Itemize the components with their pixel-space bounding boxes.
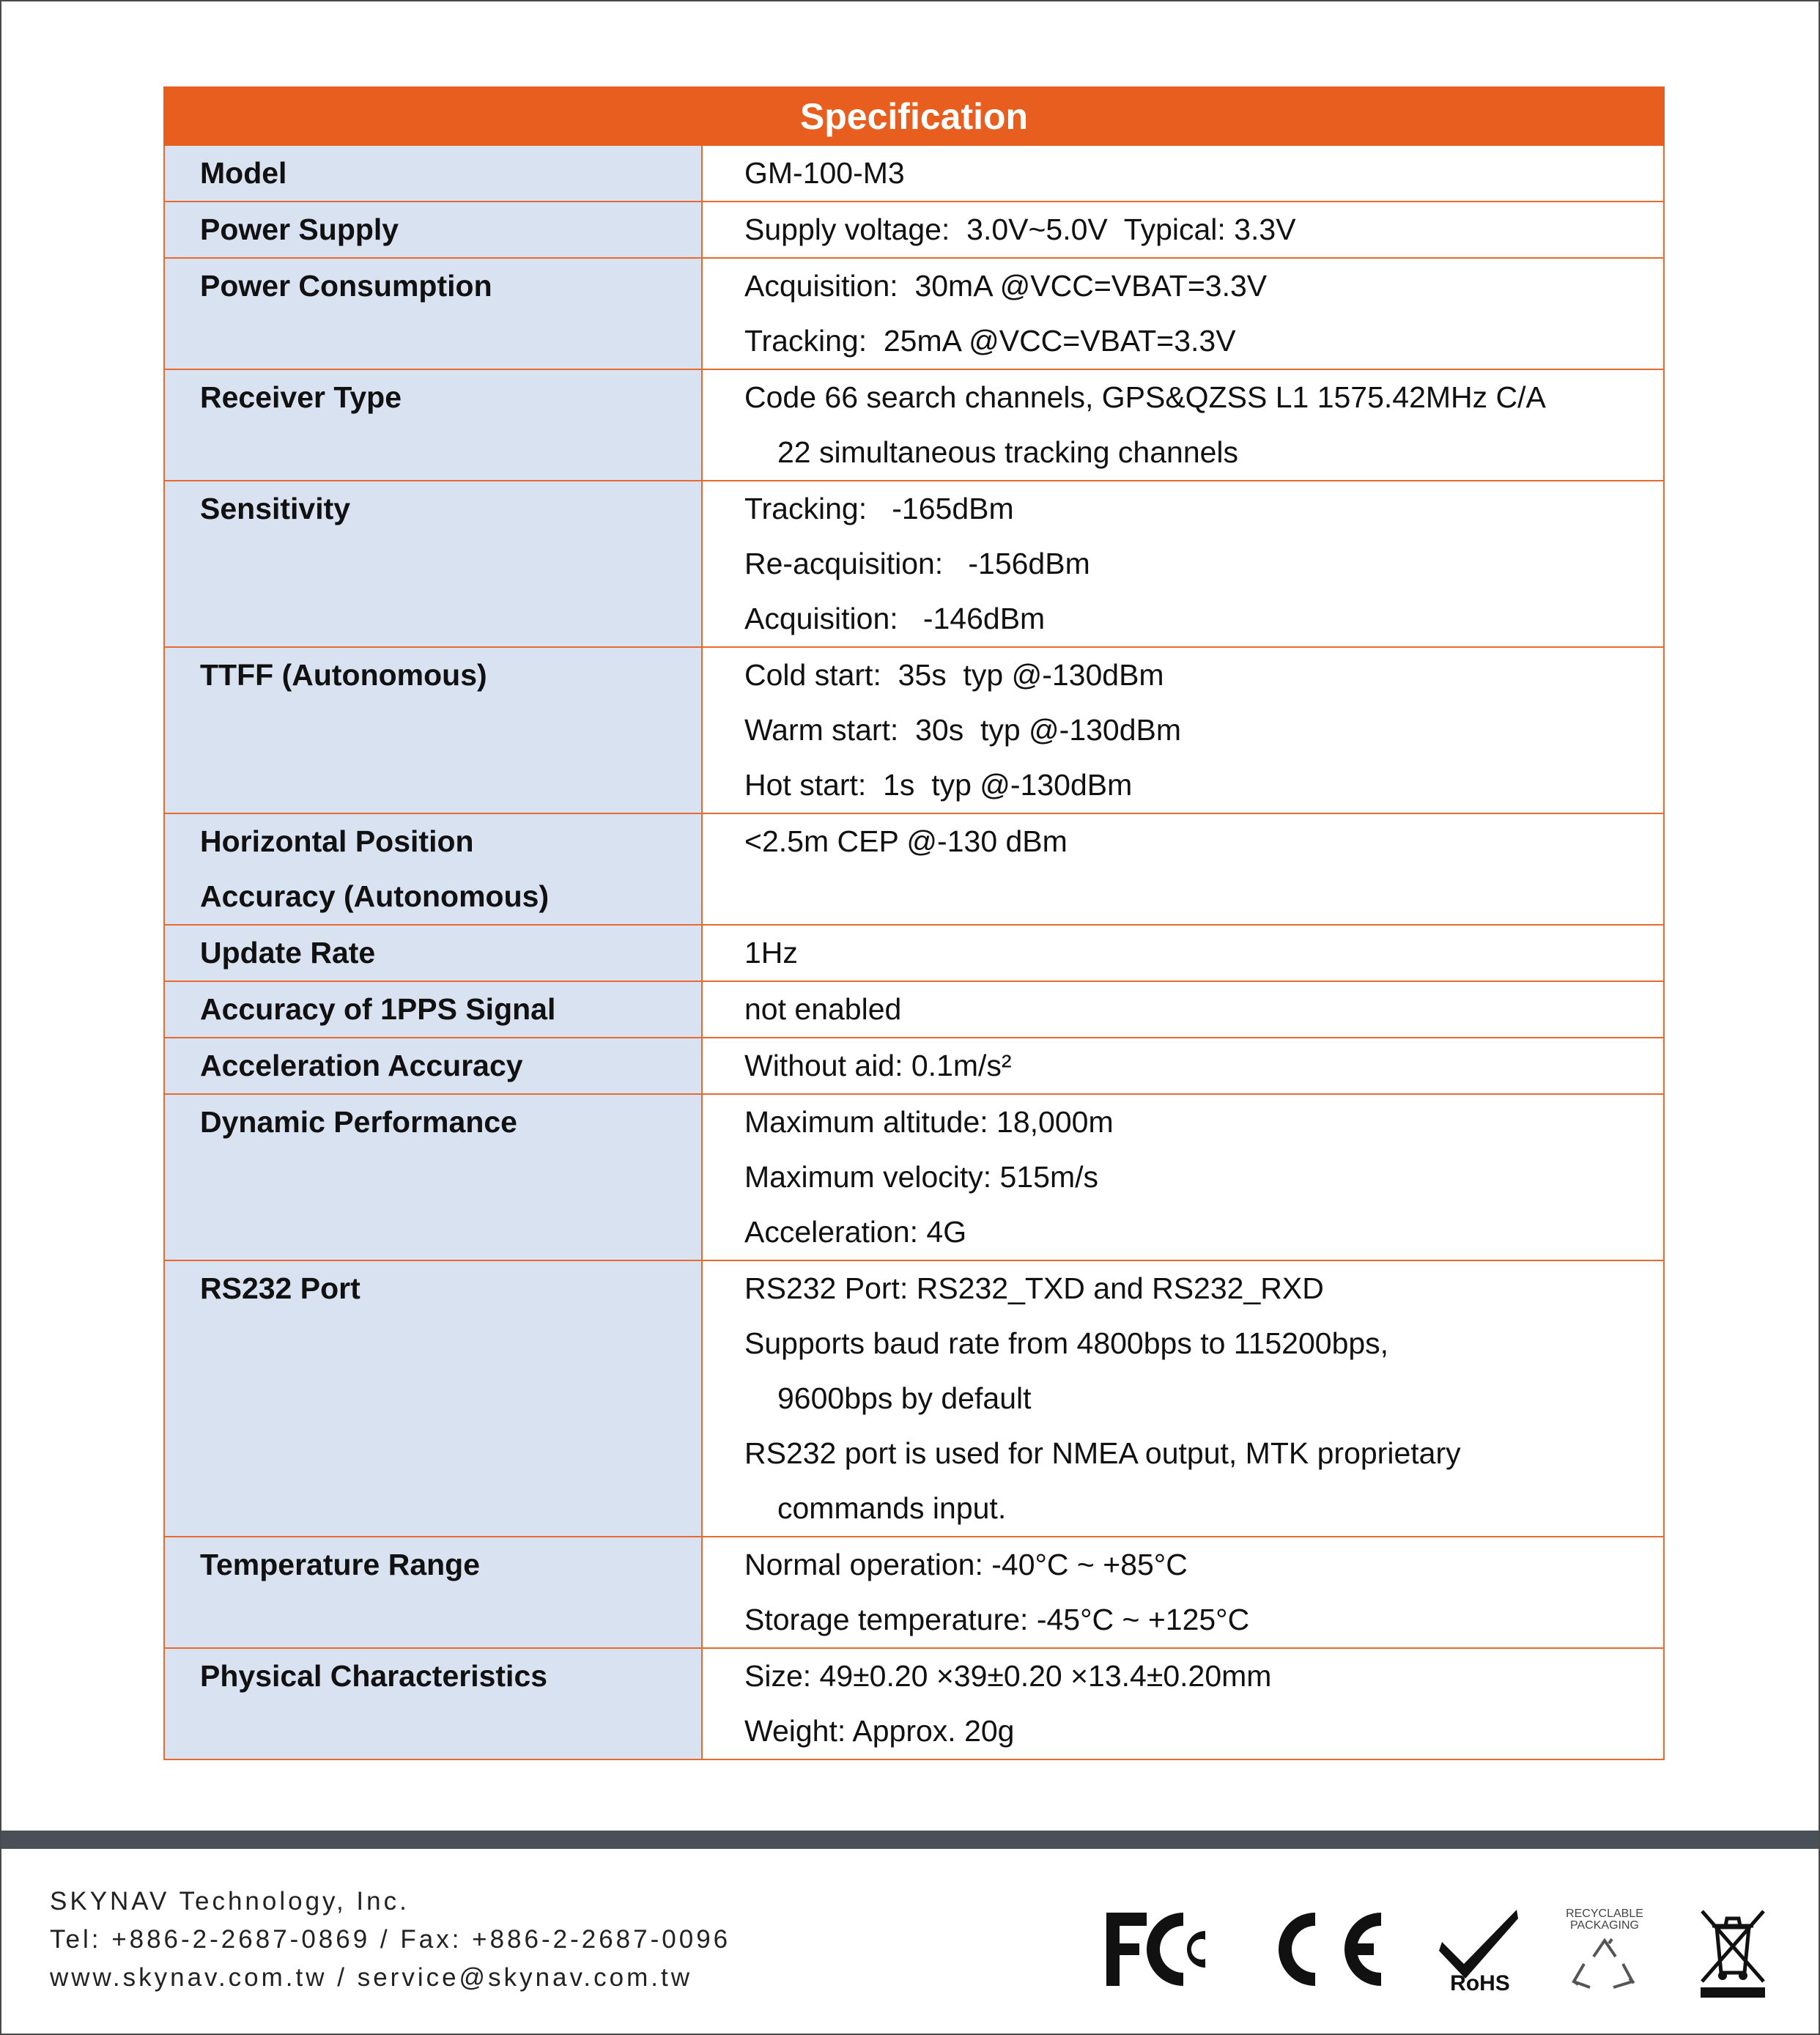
spec-label: [164, 647, 702, 813]
ce-mark: [1264, 1905, 1388, 1993]
spec-label: [164, 925, 702, 981]
company-web: www.skynav.com.tw / service@skynav.com.tw: [50, 1963, 692, 1992]
spec-label: [164, 1260, 702, 1537]
spec-value: [702, 202, 1664, 258]
spec-value: [702, 647, 1664, 813]
spec-label: [164, 202, 702, 258]
spec-value: [702, 813, 1664, 925]
spec-label-line: Receiver Type: [200, 380, 402, 414]
table-row: [164, 1094, 1664, 1260]
spec-label: [164, 258, 702, 369]
spec-value-line: Hot start: 1s typ @-130dBm: [744, 768, 1133, 802]
spec-value: [702, 145, 1664, 202]
fcc-logo: [1103, 1905, 1220, 1993]
specification-table: [163, 86, 1665, 1760]
spec-label-line: TTFF (Autonomous): [200, 658, 487, 692]
spec-value-line: Supply voltage: 3.0V~5.0V Typical: 3.3V: [744, 213, 1296, 246]
weee-bin-icon: [1696, 1905, 1769, 2001]
spec-value-line: Re-acquisition: -156dBm: [744, 547, 1090, 580]
table-row: [164, 925, 1664, 981]
spec-value-line: Without aid: 0.1m/s²: [744, 1049, 1012, 1082]
spec-value-line: Weight: Approx. 20g: [744, 1714, 1015, 1748]
spec-label-line: Accuracy (Autonomous): [200, 879, 550, 913]
spec-value-line: 22 simultaneous tracking channels: [777, 435, 1239, 469]
spec-label: [164, 1038, 702, 1094]
recyclable-packaging-icon: [1561, 1905, 1649, 2008]
spec-label-line: Power Consumption: [200, 269, 492, 303]
spec-label-line: Model: [200, 156, 287, 190]
spec-value-line: Tracking: 25mA @VCC=VBAT=3.3V: [744, 324, 1236, 358]
spec-value-line: 9600bps by default: [777, 1381, 1032, 1415]
spec-label: [164, 145, 702, 202]
spec-label-line: Update Rate: [200, 936, 376, 970]
table-row: [164, 369, 1664, 481]
spec-value-line: Acquisition: 30mA @VCC=VBAT=3.3V: [744, 269, 1268, 303]
spec-value-line: Warm start: 30s typ @-130dBm: [744, 713, 1182, 747]
table-title: Specification: [164, 87, 1664, 145]
svg-text:RoHS: RoHS: [1450, 1971, 1510, 1993]
table-row: [164, 202, 1664, 258]
spec-value-line: <2.5m CEP @-130 dBm: [744, 824, 1068, 858]
rohs-mark: [1436, 1905, 1524, 1993]
spec-label-line: Sensitivity: [200, 492, 351, 525]
spec-value: [702, 925, 1664, 981]
company-contact: Tel: +886-2-2687-0869 / Fax: +886-2-2687-0096: [50, 1925, 731, 1954]
table-row: [164, 1038, 1664, 1094]
spec-value-line: Supports baud rate from 4800bps to 115200bps,: [744, 1326, 1389, 1360]
spec-value-line: Maximum velocity: 515m/s: [744, 1160, 1099, 1194]
spec-value-line: Tracking: -165dBm: [744, 492, 1014, 525]
spec-value: [702, 258, 1664, 369]
svg-text:RECYCLABLE: RECYCLABLE: [1566, 1907, 1643, 1920]
spec-label-line: Accuracy of 1PPS Signal: [200, 992, 556, 1026]
table-row: [164, 1537, 1664, 1648]
footer-divider: [1, 1831, 1819, 1849]
spec-label-line: Acceleration Accuracy: [200, 1049, 523, 1082]
spec-value-line: Acceleration: 4G: [744, 1215, 967, 1249]
spec-label: [164, 1537, 702, 1648]
spec-value-line: Storage temperature: -45°C ~ +125°C: [744, 1603, 1250, 1636]
svg-text:PACKAGING: PACKAGING: [1570, 1919, 1639, 1932]
company-info: [50, 1883, 730, 1997]
table-row: [164, 258, 1664, 369]
company-name: SKYNAV Technology, Inc.: [50, 1887, 410, 1916]
spec-value-line: GM-100-M3: [744, 156, 905, 190]
spec-value: [702, 1537, 1664, 1648]
spec-value-line: Acquisition: -146dBm: [744, 602, 1046, 635]
spec-value: [702, 369, 1664, 481]
spec-label-line: RS232 Port: [200, 1271, 360, 1305]
spec-value: [702, 1038, 1664, 1094]
spec-label: [164, 369, 702, 481]
spec-label: [164, 981, 702, 1038]
spec-label: [164, 813, 702, 925]
spec-value: [702, 1648, 1664, 1759]
spec-value-line: 1Hz: [744, 936, 798, 970]
table-row: [164, 481, 1664, 647]
spec-value-line: Maximum altitude: 18,000m: [744, 1105, 1114, 1139]
spec-value-line: Normal operation: -40°C ~ +85°C: [744, 1548, 1188, 1581]
spec-label-line: Power Supply: [200, 213, 399, 246]
table-row: [164, 145, 1664, 202]
table-row: [164, 647, 1664, 813]
spec-label-line: Temperature Range: [200, 1548, 481, 1581]
spec-value-line: Cold start: 35s typ @-130dBm: [744, 658, 1164, 692]
spec-label-line: Dynamic Performance: [200, 1105, 517, 1139]
table-row: [164, 981, 1664, 1038]
spec-label-line: Physical Characteristics: [200, 1659, 548, 1693]
spec-value-line: not enabled: [744, 992, 902, 1026]
spec-value: [702, 481, 1664, 647]
spec-value-line: RS232 port is used for NMEA output, MTK proprietary: [744, 1436, 1461, 1470]
table-row: [164, 813, 1664, 925]
spec-value-line: commands input.: [777, 1491, 1007, 1525]
table-row: [164, 1648, 1664, 1759]
spec-value-line: Size: 49±0.20 ×39±0.20 ×13.4±0.20mm: [744, 1659, 1272, 1693]
spec-value: [702, 1094, 1664, 1260]
spec-value-line: RS232 Port: RS232_TXD and RS232_RXD: [744, 1271, 1324, 1305]
specification-rows: [164, 145, 1664, 1759]
spec-value-line: Code 66 search channels, GPS&QZSS L1 1575.42MHz C/A: [744, 380, 1546, 414]
spec-label: [164, 1094, 702, 1260]
spec-label-line: Horizontal Position: [200, 824, 474, 858]
spec-value: [702, 981, 1664, 1038]
spec-label: [164, 481, 702, 647]
spec-label: [164, 1648, 702, 1759]
table-row: [164, 1260, 1664, 1537]
spec-value: [702, 1260, 1664, 1537]
